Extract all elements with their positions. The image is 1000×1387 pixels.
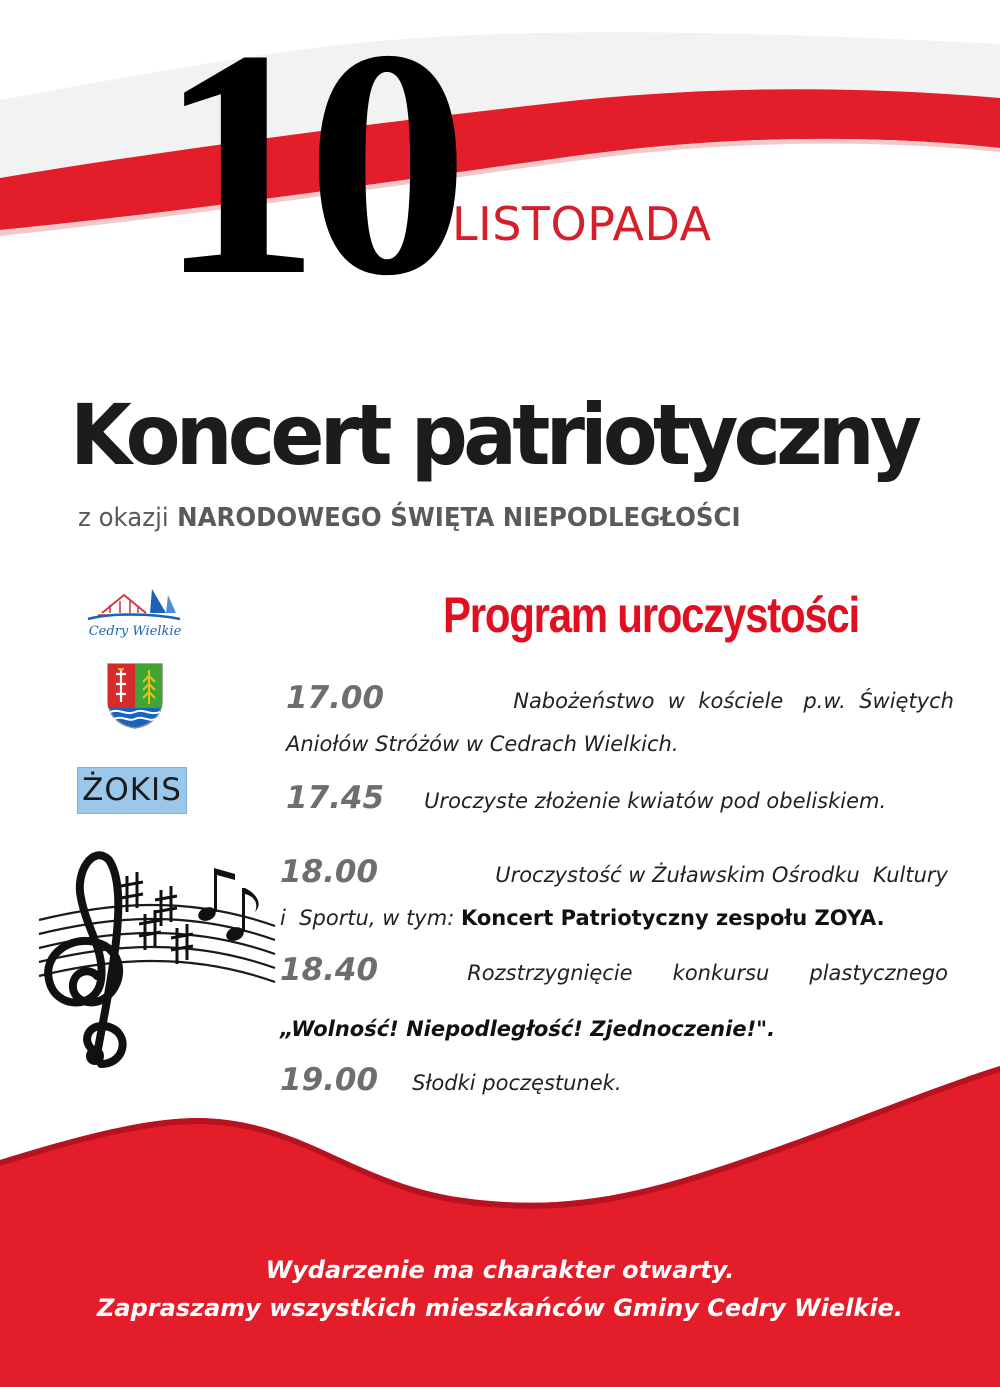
cedry-wielkie-logo	[80, 583, 190, 643]
event-month: LISTOPADA	[452, 197, 712, 251]
zokis-logo-text: ŻOKIS	[82, 772, 182, 808]
event-description: Rozstrzygnięcie konkursu plastycznego	[467, 961, 948, 985]
event-time: 18.00	[280, 854, 379, 890]
event-description-continued: Aniołów Stróżów w Cedrach Wielkich.	[286, 732, 679, 756]
subtitle-lead: z okazji	[78, 503, 169, 533]
event-item-2	[286, 776, 966, 823]
music-staff-icon	[35, 850, 280, 1075]
event-description: Uroczystość w Żuławskim Ośrodku Kultury	[495, 863, 948, 887]
program-heading: Program uroczystości	[443, 587, 859, 643]
event-description-continued: i Sportu, w tym:	[280, 906, 455, 930]
event-description: Nabożeństwo w kościele p.w. Świętych	[513, 689, 954, 713]
event-time: 17.45	[286, 780, 385, 816]
event-highlight: Koncert Patriotyczny zespołu ZOYA.	[460, 906, 885, 930]
event-item-5	[280, 1058, 948, 1105]
footer-line-open-event: Wydarzenie ma charakter otwarty.	[265, 1256, 735, 1284]
event-time: 19.00	[280, 1062, 379, 1098]
gmina-coat-of-arms-icon	[106, 662, 164, 730]
event-item-4	[280, 948, 948, 1051]
event-description: Uroczyste złożenie kwiatów pod obeliskiem.	[424, 789, 887, 813]
event-time: 17.00	[286, 680, 385, 716]
event-item-3	[280, 850, 948, 939]
event-day-number: 10	[158, 0, 455, 343]
footer-line-invitation: Zapraszamy wszystkich mieszkańców Gminy Cedry Wielkie.	[97, 1294, 903, 1322]
event-description-continued: „Wolność! Niepodległość! Zjednoczenie!".	[280, 1017, 776, 1041]
poster-subtitle	[78, 498, 741, 538]
event-description: Słodki poczęstunek.	[412, 1071, 622, 1095]
cedry-wielkie-logo-text: Cedry Wielkie	[88, 624, 182, 639]
event-item-1	[286, 676, 954, 765]
zokis-logo	[77, 767, 187, 814]
event-time: 18.40	[280, 952, 379, 988]
subtitle-occasion: NARODOWEGO ŚWIĘTA NIEPODLEGŁOŚCI	[177, 503, 741, 533]
poster-title: Koncert patriotyczny	[70, 386, 918, 484]
